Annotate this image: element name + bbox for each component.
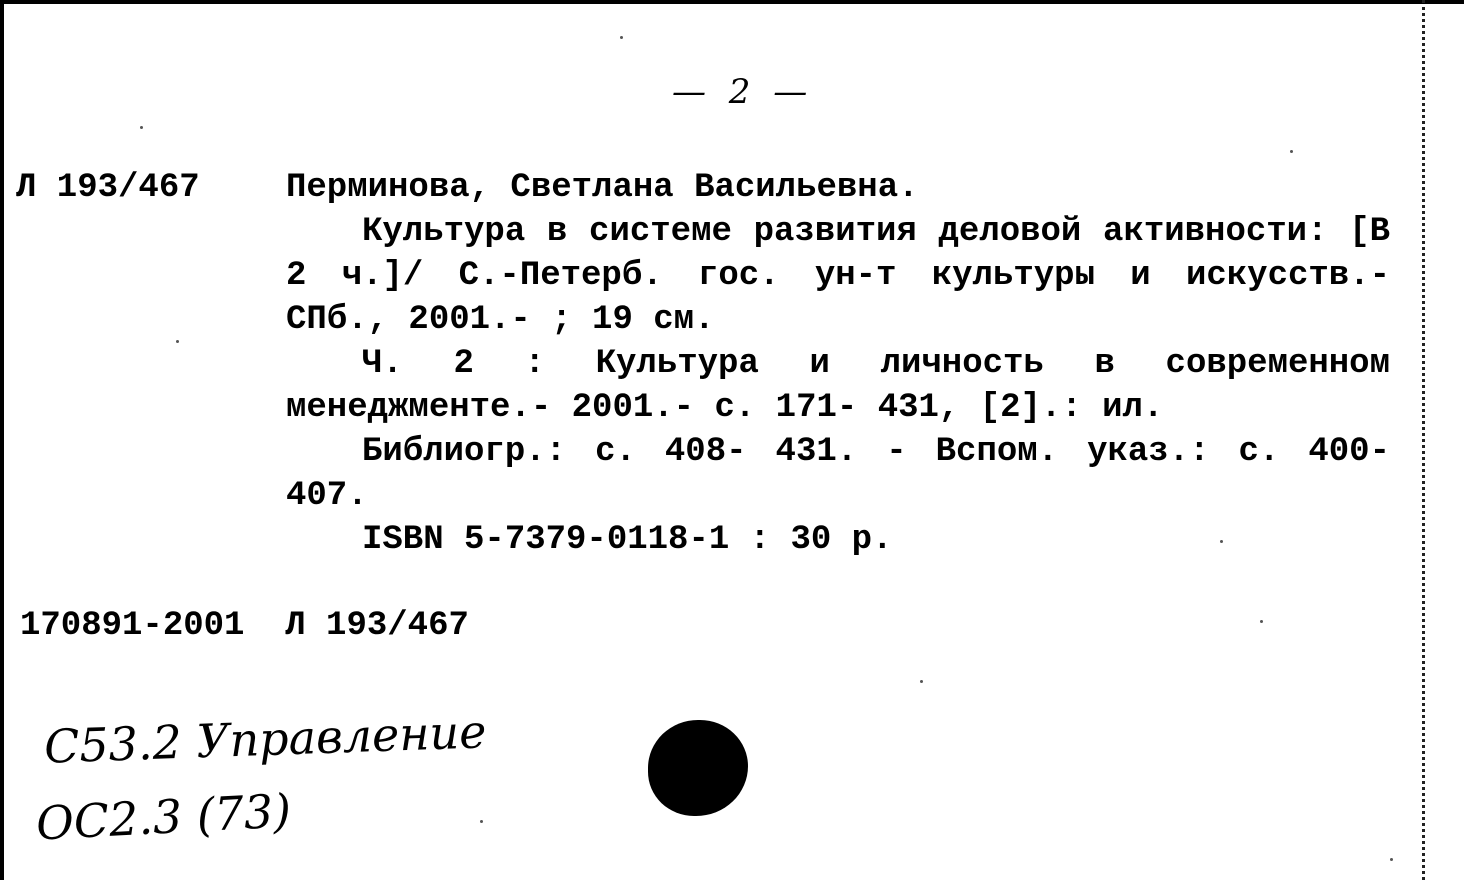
handwritten-classification: С53.2 Управление — [43, 704, 488, 774]
speck — [480, 820, 483, 823]
shelfmark: Л 193/467 — [16, 169, 200, 207]
bibliographic-description — [286, 210, 1390, 562]
speck — [1290, 150, 1293, 153]
bibliography-note: Библиогр.: с. 408- 431. - Вспом. указ.: с. 400- 407. — [286, 433, 1390, 515]
speck — [1390, 858, 1393, 861]
speck — [176, 340, 179, 343]
speck — [140, 126, 143, 129]
card-right-edge — [1422, 0, 1428, 880]
speck — [1220, 540, 1223, 543]
speck — [920, 680, 923, 683]
isbn-line: ISBN 5-7379-0118-1 : 30 р. — [362, 521, 893, 559]
title-paragraph: Культура в системе развития деловой активности: [В 2 ч.]/ С.-Петерб. гос. ун-т культуры и искусств.- СПб., 2001.- ; 19 см. — [286, 213, 1390, 339]
speck — [1260, 620, 1263, 623]
page-number: — 2 — — [672, 72, 814, 112]
handwritten-class-code: ОС2.3 (73) — [34, 783, 293, 851]
punch-hole — [648, 720, 748, 816]
card-left-border — [0, 0, 4, 880]
author-heading: Перминова, Светлана Васильевна. — [286, 169, 919, 207]
volume-paragraph: Ч. 2 : Культура и личность в современном менеджменте.- 2001.- с. 171- 431, [2].: ил. — [286, 345, 1390, 427]
speck — [620, 36, 623, 39]
card-top-border — [0, 0, 1464, 4]
accession-line: 170891-2001 Л 193/467 — [20, 607, 469, 645]
